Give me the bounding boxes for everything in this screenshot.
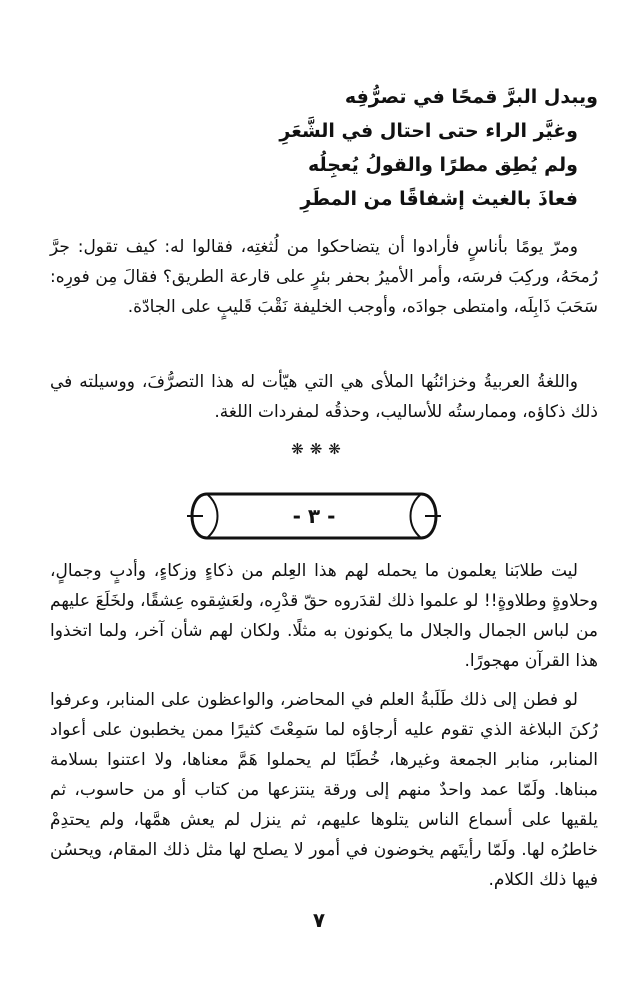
poem-line: وغيَّر الراء حتى احتال في الشَّعَرِ	[279, 120, 578, 142]
section-separator-stars: ❋❋❋	[291, 440, 347, 458]
paragraph-text: لو فطن إلى ذلك طَلَبةُ العلم في المحاضر، والواعظون على المنابر، وعرفوا رُكنَ البلاغة الذي تقوم عليه أرجاؤه لما سَمِعْتَ كثيرًا ممن يخطبون على أعواد المنابر، منابر الجمعة وغيرها، خُطَبًا لم يحملوا هَمَّ معناها، ولا اعتنوا بسلامة مبناها. ولَمّا عمد واحدٌ منهم إلى ورقة ينتزعها من كتاب أو من حاسوب، ثم يلقيها على أسماع الناس يتلوها عليهم، ثم ينزل لم يعش همَّها، ولم يحتدِمْ خاطرُه لها. ولَمّا رأيتَهم يخوضون في أمور لا يصلح لها مثل ذلك المقام، ويحسُن فيها ذلك الكلام.	[50, 690, 598, 890]
poem	[40, 80, 598, 216]
paragraph-2	[50, 367, 598, 427]
section-number: - ٣ -	[292, 504, 336, 528]
poem-line: ولم يُطِق مطرًا والقولُ يُعجِلُه	[307, 154, 578, 176]
poem-line: ويبدل البرَّ قمحًا في تصرُّفِه	[344, 86, 598, 108]
paragraph-text: ليت طلابَنا يعلمون ما يحمله لهم هذا العِلم من ذكاءٍ وزكاءٍ، وأدبٍ وجمالٍ، وحلاوةٍ وطلاوةٍ!! لو علموا ذلك لقدَروه حقّ قدْرِه، ولعَشِقوه عِشقًا، ولخَلَعَ عليهم من لباس الجمال والجلال ما يكونون به مثلًا. ولكان لهم شأن آخر، ولما اتخذوا هذا القرآن مهجورًا.	[50, 561, 598, 671]
paragraph-text: ومرّ يومًا بأناسٍ فأرادوا أن يتضاحكوا من لُثغتِه، فقالوا له: كيف تقول: جرَّ رُمحَهُ، وركِبَ فرسَه، وأمر الأميرُ بحفر بئرٍ على قارعة الطريق؟ فقالَ مِن فورِه: سَحَبَ ذَابِلَه، وامتطى جوادَه، وأوجب الخليفة نَقْبَ قَليبٍ على الجادّة.	[50, 237, 598, 317]
paragraph-1	[50, 232, 598, 322]
page-number: ٧	[312, 908, 326, 932]
poem-line: فعاذَ بالغيث إشفاقًا من المطَرِ	[300, 188, 578, 210]
paragraph-3	[50, 556, 598, 676]
paragraph-4	[50, 685, 598, 895]
paragraph-text: واللغةُ العربيةُ وخزائنُها الملأى هي التي هيّأت له هذا التصرُّفَ، ووسيلته في ذلك ذكاؤه، وممارستُه للأساليب، وحذقُه لمفردات اللغة.	[50, 372, 598, 422]
